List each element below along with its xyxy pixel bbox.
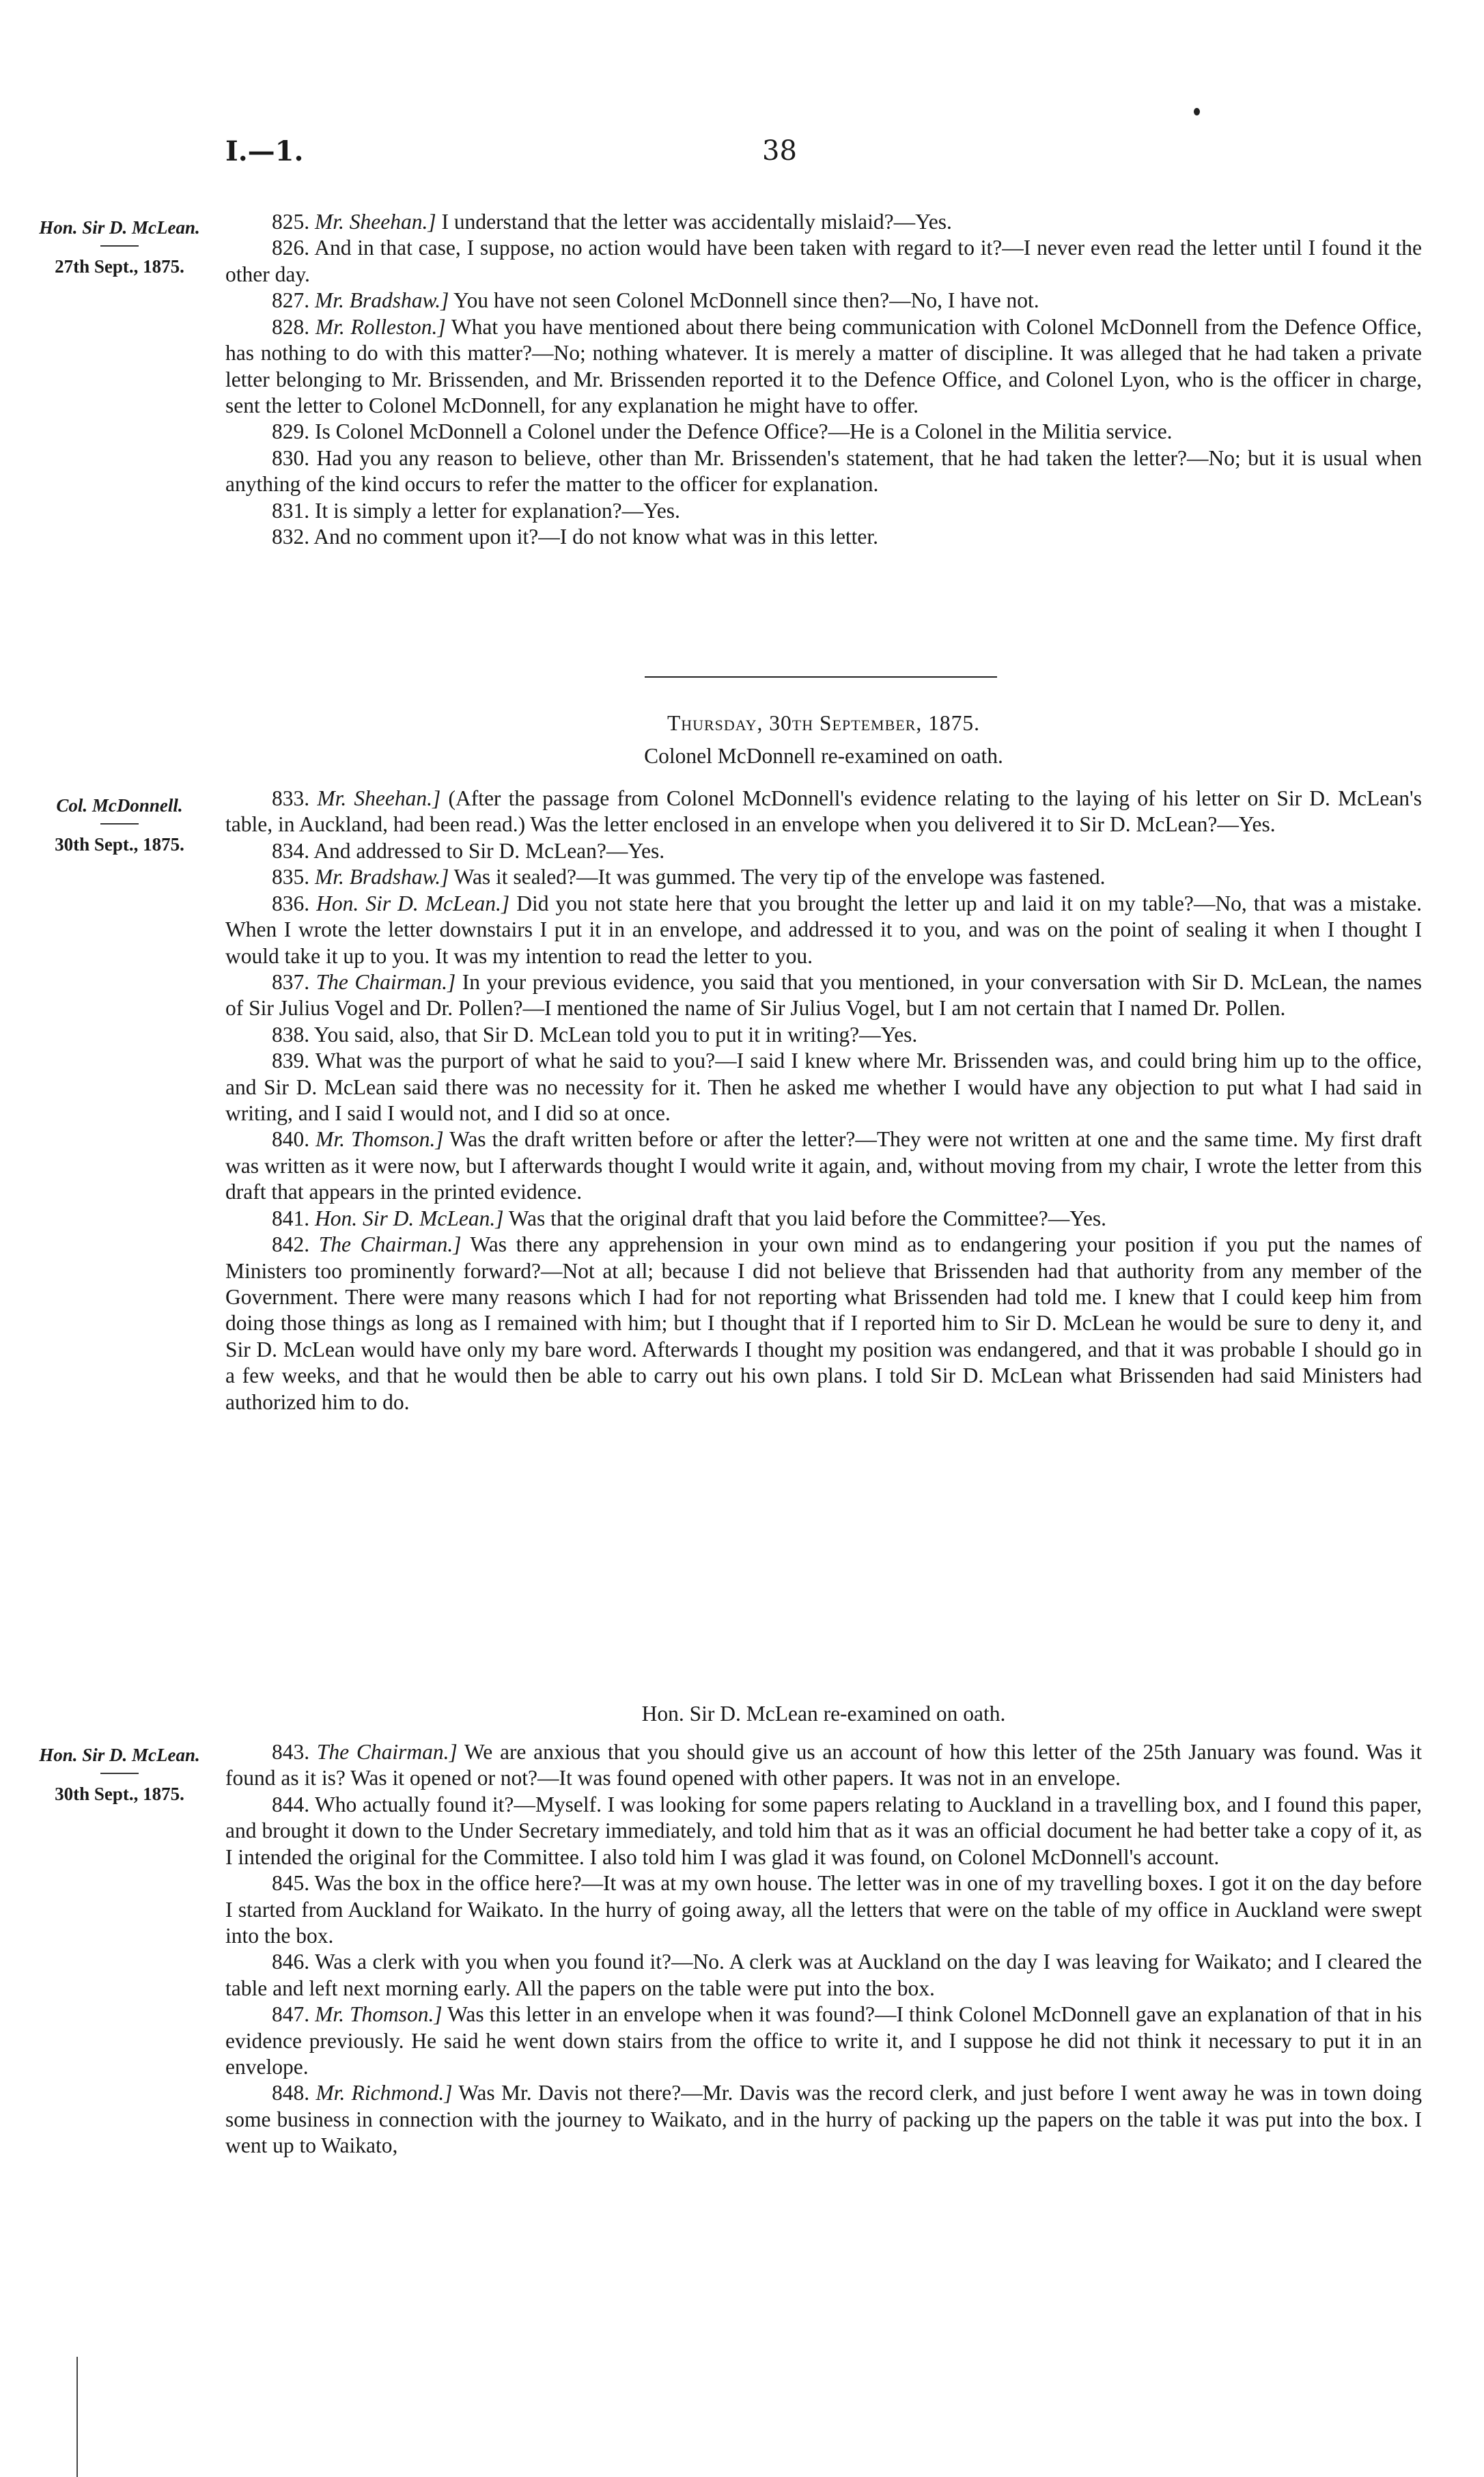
testimony-section-2: [225, 786, 1422, 1415]
sidenote-date: 30th Sept., 1875.: [55, 834, 184, 855]
question-number: 846.: [272, 1950, 310, 1974]
question-text: Was a clerk with you when you found it?—No. A clerk was at Auckland on the day I was leaving for Waikato; and I cleared the table and left next morning early. All the papers on the table were put into the box.: [225, 1950, 1422, 2000]
question-number: 847.: [272, 2002, 310, 2027]
sidenote-date: 27th Sept., 1875.: [55, 256, 184, 277]
question-text: Had you any reason to believe, other than Mr. Brissenden's statement, that he had taken the letter?—No; but it is usual when anything of the kind occurs to refer the matter to the officer for explanation.: [225, 445, 1423, 497]
question-paragraph: [225, 1206, 1422, 1232]
testimony-section-3: [225, 1739, 1422, 2159]
witness-heading-1: Colonel McDonnell re-examined on oath.: [644, 744, 1003, 769]
speaker-name: The Chairman.]: [316, 969, 456, 994]
question-number: 833.: [272, 786, 310, 810]
question-paragraph: [225, 1739, 1422, 1792]
sidenote-divider: [100, 823, 139, 825]
question-text: (After the passage from Colonel McDonnell's evidence relating to the laying of his letter on Sir D. McLean's table, in Auckland, had been read.) Was the letter enclosed in an envelope when you delivered it to Sir D. McLean?—Yes.: [225, 786, 1422, 837]
question-paragraph: [225, 838, 1422, 864]
question-text: What you have mentioned about there being communication with Colonel McDonnell from the Defence Office, has nothing to do with this matter?—No; nothing whatever. It is merely a matter of discipline. It was alleged that he had taken a private letter belonging to Mr. Brissenden, and Mr. Brissenden reported it to the Defence Office, and Colonel Lyon, who is the officer in charge, sent the letter to Colonel McDonnell, for any explanation he might have to offer.: [225, 314, 1423, 417]
question-paragraph: [225, 1792, 1422, 1870]
question-text: Was this letter in an envelope when it was found?—I think Colonel McDonnell gave an explanation of that in his evidence previously. He said he went down stairs from the office to write it, and I suppose he did not think it necessary to put it in an envelope.: [225, 2002, 1423, 2079]
question-text: What was the purport of what he said to you?—I said I knew where Mr. Brissenden was, and could bring him up to the office, and Sir D. McLean said there was no necessity for it. Then he asked me whether I would have any objection to put what I had said in writing, and I said I would not, and I did so at once.: [225, 1049, 1422, 1126]
question-number: 840.: [272, 1127, 310, 1152]
question-paragraph: [225, 1022, 1422, 1048]
question-paragraph: [225, 1232, 1422, 1415]
question-number: 844.: [272, 1792, 310, 1816]
question-text: Did you not state here that you brought the letter up and laid it on my table?—No, that was a mistake. When I wrote the letter downstairs I put it in an envelope, and addressed it to you, and was on the point of sealing it when I thought I would take it up to you. It was my intention to read the letter to you.: [225, 891, 1422, 968]
question-text: Who actually found it?—Myself. I was looking for some papers relating to Auckland in a travelling box, and I found this paper, and brought it down to the Under Secretary immediately, and told him that as it was an official document he had better take a copy of it, as I intended the original for the Committee. I also told him I was glad it was found, on Colonel McDonnell's account.: [225, 1792, 1422, 1869]
question-number: 842.: [272, 1232, 310, 1257]
speaker-name: Hon. Sir D. McLean.]: [316, 891, 510, 915]
sidenote-2: [27, 795, 212, 855]
speaker-name: Hon. Sir D. McLean.]: [315, 1206, 504, 1230]
question-text: Was the draft written before or after the letter?—They were not written at one and the same time. My first draft was written as it were now, but I afterwards thought I would write it again, and, without moving from my chair, I wrote the letter from this draft that appears in the printed evidence.: [225, 1127, 1422, 1204]
speaker-name: Mr. Sheehan.]: [315, 210, 436, 234]
question-number: 835.: [272, 865, 310, 889]
section-divider: [645, 676, 997, 678]
question-text: And addressed to Sir D. McLean?—Yes.: [313, 838, 665, 863]
sidenote-name: Hon. Sir D. McLean.: [39, 1745, 200, 1765]
question-number: 836.: [272, 891, 310, 915]
question-text: Was that the original draft that you laid before the Committee?—Yes.: [503, 1206, 1106, 1230]
question-number: 837.: [272, 969, 310, 994]
question-text: You said, also, that Sir D. McLean told you to put it in writing?—Yes.: [313, 1022, 918, 1047]
question-paragraph: [225, 314, 1422, 419]
question-paragraph: [225, 969, 1422, 1022]
question-text: And no comment upon it?—I do not know what was in this letter.: [313, 525, 879, 549]
question-number: 834.: [272, 838, 310, 863]
question-text: Is Colonel McDonnell a Colonel under the Defence Office?—He is a Colonel in the Militia service.: [315, 419, 1173, 444]
ink-dot-mark: [1194, 108, 1200, 115]
question-text: I understand that the letter was accidentally mislaid?—Yes.: [436, 210, 952, 234]
question-paragraph: [225, 891, 1422, 969]
margin-line: [76, 2357, 78, 2477]
question-number: 830.: [272, 445, 310, 470]
question-text: It is simply a letter for explanation?—Yes.: [315, 498, 680, 523]
speaker-name: The Chairman.]: [318, 1232, 462, 1257]
question-text: Was it sealed?—It was gummed. The very tip of the envelope was fastened.: [449, 865, 1106, 889]
question-number: 831.: [272, 498, 310, 523]
question-paragraph: [225, 419, 1422, 445]
question-paragraph: [225, 1126, 1422, 1205]
sidenote-name: Col. McDonnell.: [56, 795, 183, 816]
question-paragraph: [225, 1949, 1422, 2002]
question-paragraph: [225, 288, 1422, 314]
witness-heading-block: [225, 1701, 1422, 1727]
witness-heading-2: Hon. Sir D. McLean re-examined on oath.: [641, 1702, 1006, 1726]
speaker-name: Mr. Sheehan.]: [317, 786, 441, 810]
question-number: 828.: [272, 314, 310, 339]
page-number: 38: [762, 135, 797, 167]
question-number: 848.: [272, 2081, 310, 2105]
question-number: 829.: [272, 419, 310, 444]
question-paragraph: [225, 209, 1422, 235]
question-number: 838.: [272, 1022, 310, 1047]
question-text: And in that case, I suppose, no action would have been taken with regard to it?—I never even read the letter until I found it the other day.: [225, 236, 1422, 286]
question-paragraph: [225, 445, 1422, 498]
sidenote-divider: [100, 1773, 139, 1774]
question-paragraph: [225, 235, 1422, 288]
question-paragraph: [225, 2002, 1422, 2080]
testimony-section-1: [225, 209, 1422, 550]
question-text: Was there any apprehension in your own mind as to endangering your position if you put the names of Ministers too prominently forward?—Not at all; because I did not believe that Brissenden had that authority from any member of the Government. There were many reasons which I had for not reporting what Brissenden had told me. I knew that I could keep him from doing those things as long as I remained with him; but I thought that if I reported him to Sir D. McLean he would be sure to deny it, and Sir D. McLean would have only my bare word. Afterwards I thought my position was endangered, and that it was probable I should go in a few weeks, and that he would then be able to carry out his own plans. I told Sir D. McLean what Brissenden had said Ministers had authorized him to do.: [225, 1232, 1423, 1414]
date-heading: Thursday, 30th September, 1875.: [667, 711, 981, 735]
question-paragraph: [225, 1870, 1422, 1949]
question-number: 839.: [272, 1049, 310, 1073]
speaker-name: Mr. Bradshaw.]: [315, 288, 449, 313]
question-paragraph: [225, 864, 1422, 890]
question-paragraph: [225, 1048, 1422, 1126]
question-paragraph: [225, 524, 1422, 550]
sidenote-divider: [100, 245, 139, 247]
question-text: Was the box in the office here?—It was at my own house. The letter was in one of my travelling boxes. I got it on the day before I started from Auckland for Waikato. In the hurry of going away, all the letters that were on the table of my office in Auckland were swept into the box.: [225, 1871, 1422, 1948]
speaker-name: Mr. Richmond.]: [316, 2081, 453, 2105]
speaker-name: Mr. Thomson.]: [315, 2002, 443, 2027]
question-number: 826.: [272, 236, 310, 260]
speaker-name: Mr. Thomson.]: [316, 1127, 444, 1152]
document-reference: I.—1.: [225, 135, 304, 167]
question-text: In your previous evidence, you said that you mentioned, in your conversation with Sir D. McLean, the names of Sir Julius Vogel and Dr. Pollen?—I mentioned the name of Sir Julius Vogel, but I am not certain that I named Dr. Pollen.: [225, 969, 1423, 1021]
question-number: 825.: [272, 210, 310, 234]
question-paragraph: [225, 2080, 1422, 2159]
question-paragraph: [225, 498, 1422, 524]
date-heading-block: [225, 710, 1422, 770]
sidenote-3: [27, 1745, 212, 1805]
question-number: 841.: [272, 1206, 310, 1230]
question-number: 832.: [272, 525, 310, 549]
speaker-name: Mr. Rolleston.]: [315, 314, 446, 339]
sidenote-date: 30th Sept., 1875.: [55, 1784, 184, 1805]
question-text: You have not seen Colonel McDonnell since then?—No, I have not.: [449, 288, 1039, 313]
question-text: Was Mr. Davis not there?—Mr. Davis was the record clerk, and just before I went away he was in town doing some business in connection with the journey to Waikato, and in the hurry of packing up the papers on the table it was put into the box. I went up to Waikato,: [225, 2081, 1422, 2158]
question-text: We are anxious that you should give us an account of how this letter of the 25th January was found. Was it found as it is? Was it opened or not?—It was found opened with other papers. It was not in an envelope.: [225, 1740, 1423, 1790]
question-number: 843.: [272, 1740, 310, 1764]
sidenote-name: Hon. Sir D. McLean.: [39, 217, 200, 238]
speaker-name: The Chairman.]: [316, 1740, 458, 1764]
sidenote-1: [27, 217, 212, 277]
question-number: 827.: [272, 288, 310, 313]
question-paragraph: [225, 786, 1422, 838]
question-number: 845.: [272, 1871, 310, 1896]
speaker-name: Mr. Bradshaw.]: [315, 865, 449, 889]
